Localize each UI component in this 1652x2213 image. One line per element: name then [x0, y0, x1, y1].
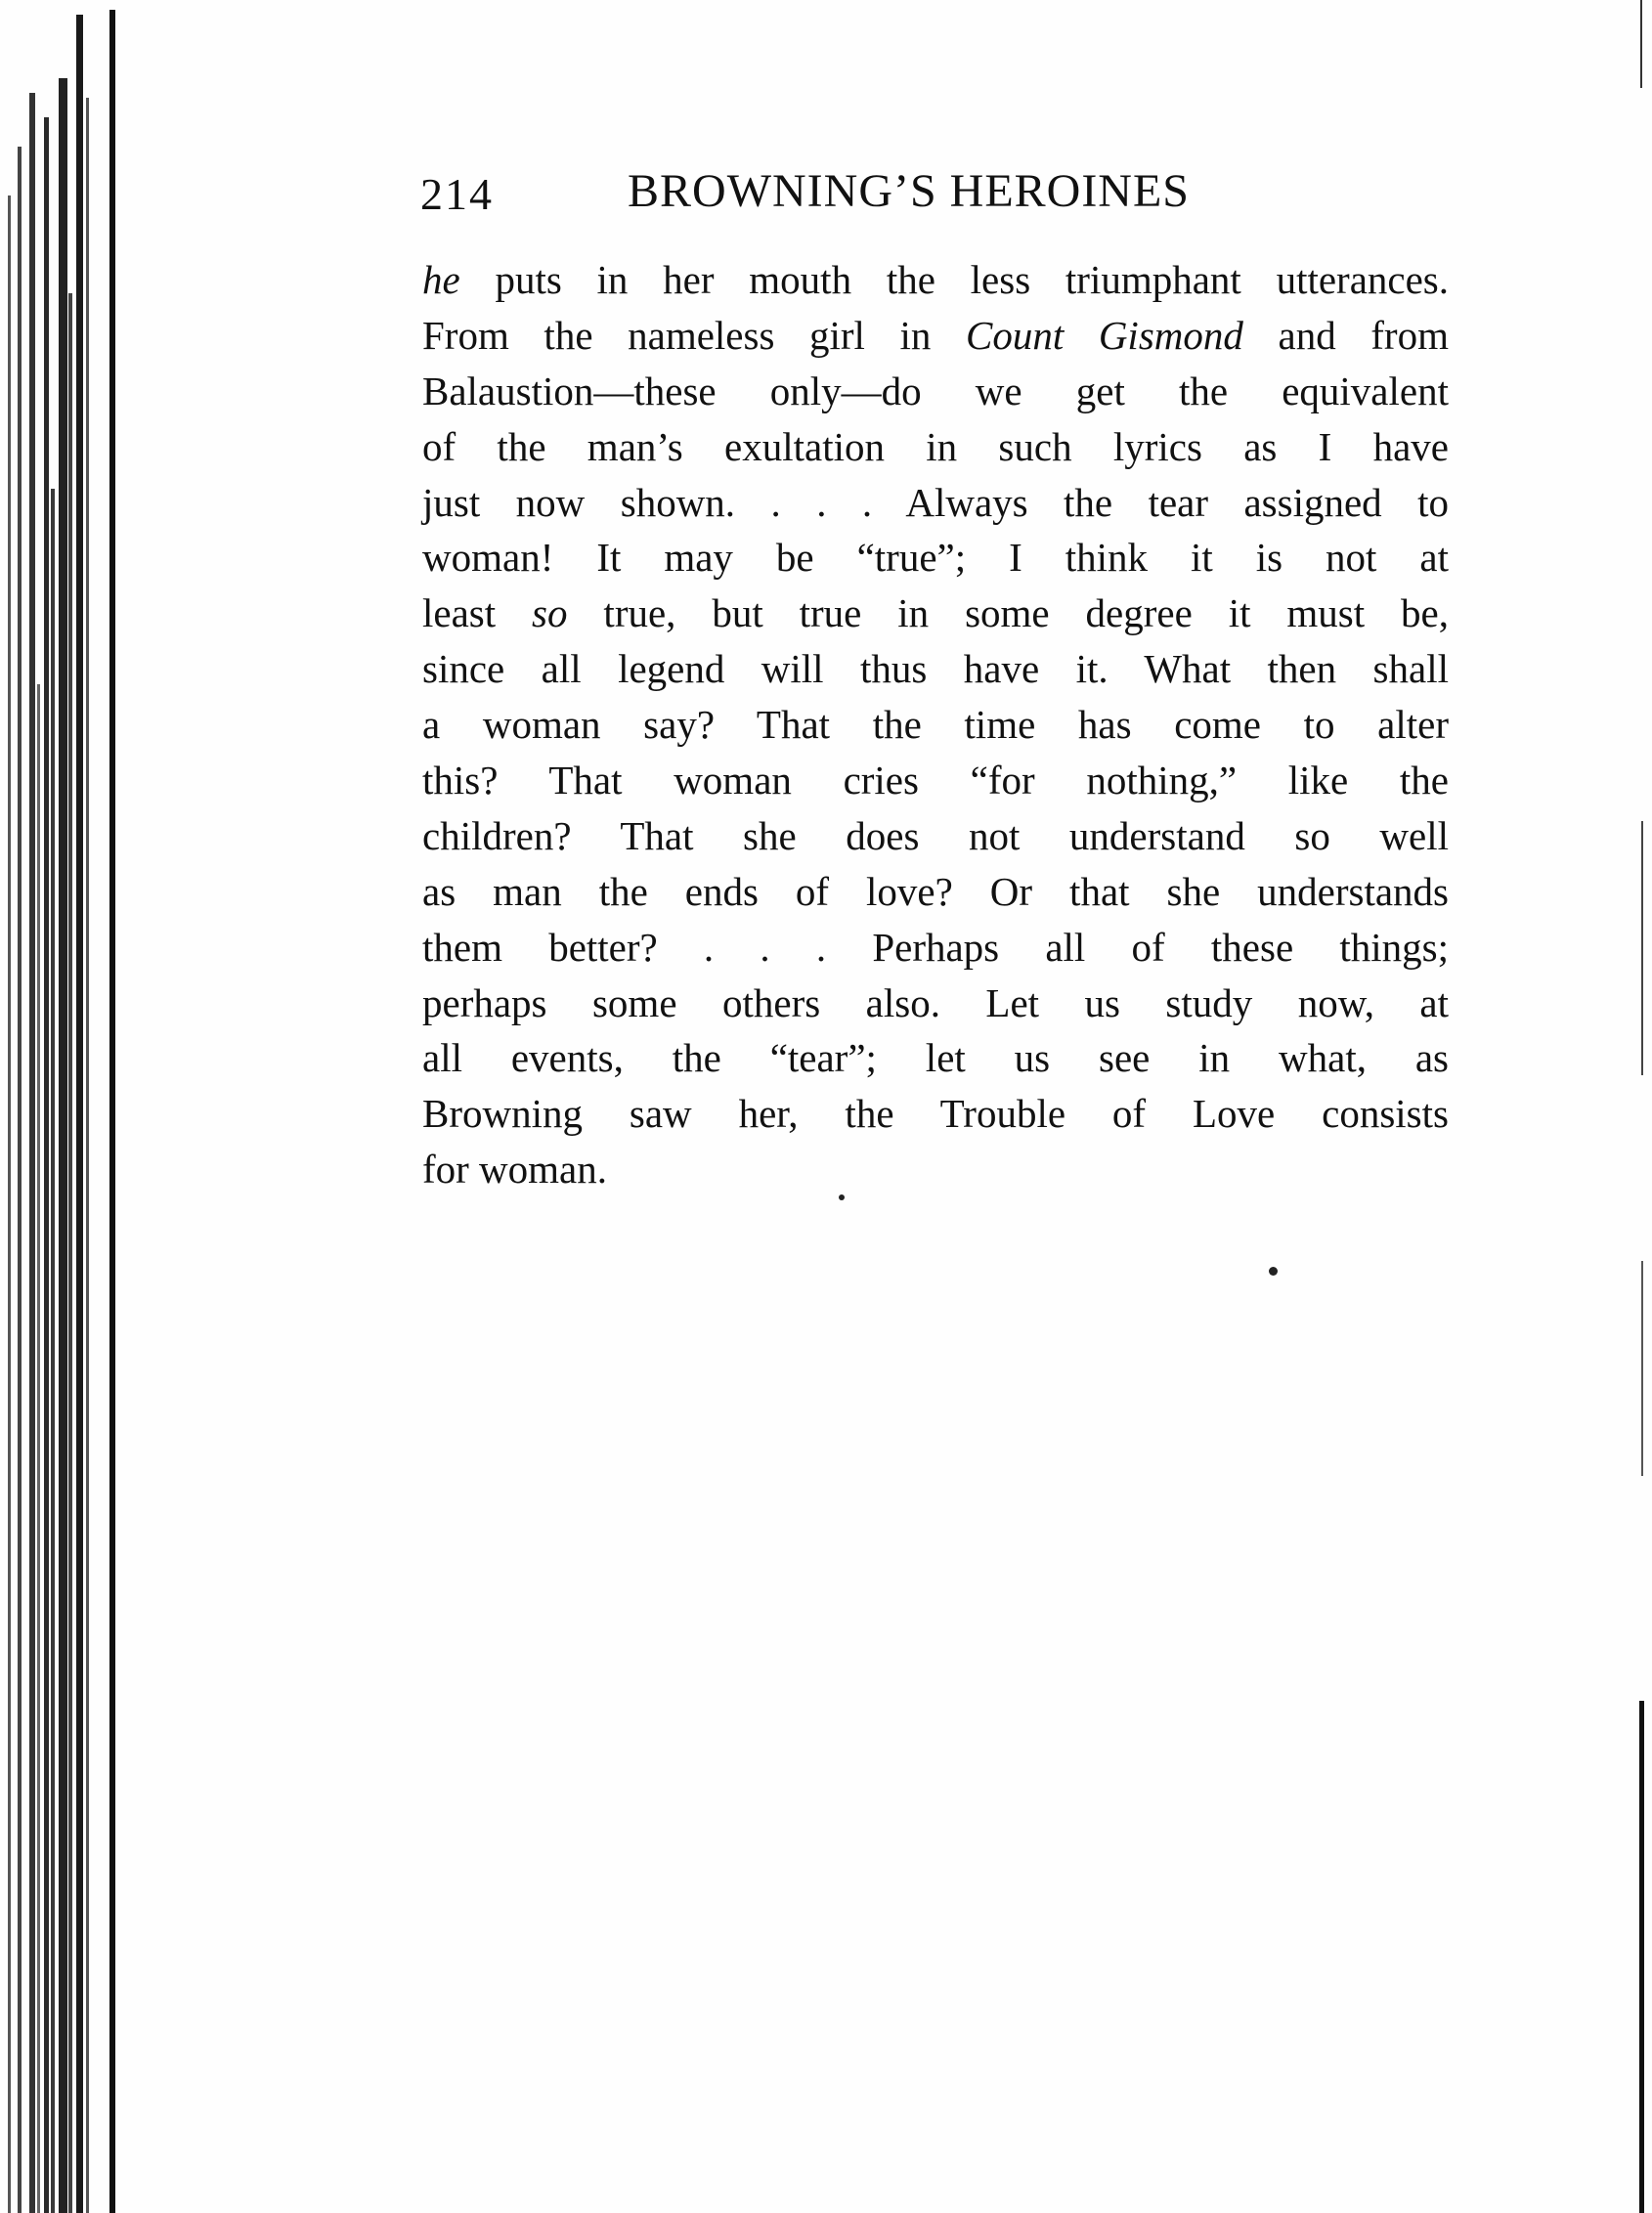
page-number: 214	[420, 169, 494, 219]
text-line	[422, 697, 1449, 753]
text-line	[422, 586, 1449, 641]
text-run: this? That woman cries “for nothing,” like the	[422, 758, 1449, 803]
text-run: perhaps some others also. Let us study now, at	[422, 979, 1449, 1025]
text-run: From the nameless girl in	[422, 312, 966, 358]
text-run: a woman say? That the time has come to alter	[422, 702, 1449, 748]
italic-text-run: so	[532, 590, 568, 636]
text-run: woman! It may be “true”; I think it is not at	[422, 535, 1449, 581]
text-run: all events, the “tear”; let us see in what, as	[422, 1035, 1449, 1081]
text-line	[422, 976, 1449, 1031]
text-line	[422, 364, 1449, 419]
text-line	[422, 419, 1449, 475]
text-run: them better? . . . Perhaps all of these things;	[422, 924, 1449, 970]
text-line	[422, 864, 1449, 920]
text-run: for woman.	[422, 1147, 608, 1193]
text-line	[422, 641, 1449, 697]
page-header	[420, 164, 1447, 233]
text-run: since all legend will thus have it. What then shall	[422, 646, 1449, 692]
text-line	[422, 1030, 1449, 1086]
text-line	[422, 1142, 1449, 1197]
text-run: puts in her mouth the less triumphant utterances.	[459, 257, 1449, 302]
text-run: of the man’s exultation in such lyrics as I have	[422, 423, 1449, 469]
italic-text-run: Count Gismond	[966, 312, 1243, 358]
text-line	[422, 530, 1449, 586]
page-right-edge	[1632, 0, 1652, 2213]
text-run: least	[422, 590, 533, 636]
text-line	[422, 753, 1449, 808]
body-text	[422, 252, 1449, 1197]
text-line	[422, 808, 1449, 864]
ink-speck	[1269, 1267, 1278, 1276]
text-line	[422, 308, 1449, 364]
text-run: Browning saw her, the Trouble of Love consists	[422, 1091, 1449, 1137]
text-run: and from	[1242, 312, 1449, 358]
running-head: BROWNING’S HEROINES	[628, 165, 1190, 217]
text-line	[422, 475, 1449, 531]
text-line	[422, 252, 1449, 308]
text-run: just now shown. . . . Always the tear assigned to	[422, 479, 1449, 525]
text-run: Balaustion—these only—do we get the equivalent	[422, 368, 1449, 413]
text-run: true, but true in some degree it must be,	[567, 590, 1449, 636]
text-line	[422, 920, 1449, 976]
text-line	[422, 1086, 1449, 1142]
text-run: as man the ends of love? Or that she understands	[422, 868, 1449, 914]
italic-text-run: he	[422, 257, 460, 302]
ink-speck	[839, 1194, 845, 1200]
page-binding-edge	[0, 0, 122, 2213]
text-run: children? That she does not understand so well	[422, 812, 1449, 858]
